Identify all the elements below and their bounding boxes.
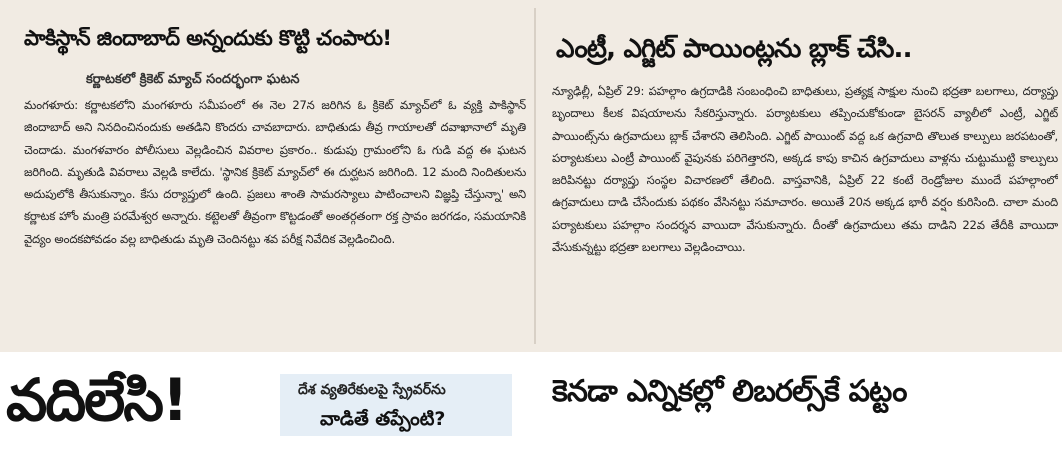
left-article-subheadline: కర్ణాటకలో క్రికెట్ మ్యాచ్ సందర్భంగా ఘటన	[86, 72, 300, 87]
bottom-right-headline: కెనడా ఎన్నికల్లో లిబరల్స్‌కే పట్టం	[552, 374, 907, 409]
bottom-left-headline: వదిలేసి!	[6, 366, 187, 434]
right-article	[538, 0, 1062, 352]
quote-box	[280, 374, 512, 436]
right-article-body: న్యూఢిల్లీ, ఏప్రిల్ 29: పహల్గాం ఉగ్రదాడికి సంబంధించి బాధితులు, ప్రత్యక్ష సాక్షుల నుంచి భద్రతా బలగాలు, దర్యాప్తు బృందాలు కీలక విషయాలను సేకరిస్తున్నారు. పర్యాటకులు తప్పించుకోకుండా బైసరన్ వ్యాలీలో ఎంట్రీ, ఎగ్జిట్ పాయింట్స్‌ను ఉగ్రవాదులు బ్లాక్ చేశారని తెలిసింది. ఎగ్జిట్ పాయింట్ వద్ద ఒక ఉగ్రవాది తొలుత కాల్పులు జరపటంతో, పర్యాటకులు ఎంట్రీ పాయింట్ వైపునకు పరిగెత్తారని, అక్కడ కాపు కాచిన ఉగ్రవాదులు వాళ్లను చుట్టుముట్టి కాల్పులు జరిపినట్టు దర్యాప్తు సంస్థల విచారణలో తేలింది. వాస్తవానికి, ఏప్రిల్ 22 కంటే రెండ్రోజుల ముందే పహల్గాంలో ఉగ్రవాదులు దాడి చేసేందుకు పథకం వేసినట్టు సమాచారం. అయితే 20న అక్కడ భారీ వర్షం కురిసింది. చాలా మంది పర్యాటకులు పహల్గాం సందర్శన వాయిదా వేసుకున్నారు. దీంతో ఉగ్రవాదులు తమ దాడిని 22వ తేదీకి వాయిదా వేసుకున్నట్టు భద్రతా బలగాలు వెల్లడించాయి.	[552, 84, 1058, 255]
quote-box-line1: దేశ వ్యతిరేకులపై స్ప్రేవర్‌ను	[298, 382, 446, 398]
quote-box-line2: వాడితే తప్పేంటి?	[320, 408, 446, 430]
left-article	[0, 0, 533, 352]
column-divider	[534, 8, 536, 344]
left-article-body: మంగళూరు: కర్ణాటకలోని మంగళూరు సమీపంలో ఈ నెల 27న జరిగిన ఓ క్రికెట్ మ్యాచ్‌లో ఓ వ్యక్తి పాకిస్థాన్ జిందాబాద్ అని నినదించినందుకు అతడిని కొందరు చావబాదారు. బాధితుడు తీవ్ర గాయాలతో దవాఖానాలో మృతి చెందాడు. మంగళవారం పోలీసులు వెల్లడించిన వివరాల ప్రకారం.. కుడుపు గ్రామంలోని ఓ గుడి వద్ద ఈ ఘటన జరిగింది. మృతుడి వివరాలు వెల్లడి కాలేదు. 'స్థానిక క్రికెట్ మ్యాచ్‌లో ఈ దుర్ఘటన జరిగింది. 12 మంది నిందితులను అదుపులోకి తీసుకున్నాం. కేసు దర్యాప్తులో ఉంది. ప్రజలు శాంతి సామరస్యాలు పాటించాలని విజ్ఞప్తి చేస్తున్నా' అని కర్ణాటక హోం మంత్రి పరమేశ్వర అన్నారు. కట్టెలతో తీవ్రంగా కొట్టడంతో అంతర్గతంగా రక్త స్రావం జరగడం, సమయానికి వైద్యం అందకపోవడం వల్ల బాధితుడు మృతి చెందినట్టు శవ పరీక్ష నివేదిక వెల్లడించింది.	[24, 98, 526, 246]
left-article-headline: పాకిస్థాన్ జిందాబాద్ అన్నందుకు కొట్టి చంపారు!	[24, 26, 392, 50]
right-article-headline: ఎంట్రీ, ఎగ్జిట్ పాయింట్లను బ్లాక్ చేసి..	[556, 34, 912, 64]
